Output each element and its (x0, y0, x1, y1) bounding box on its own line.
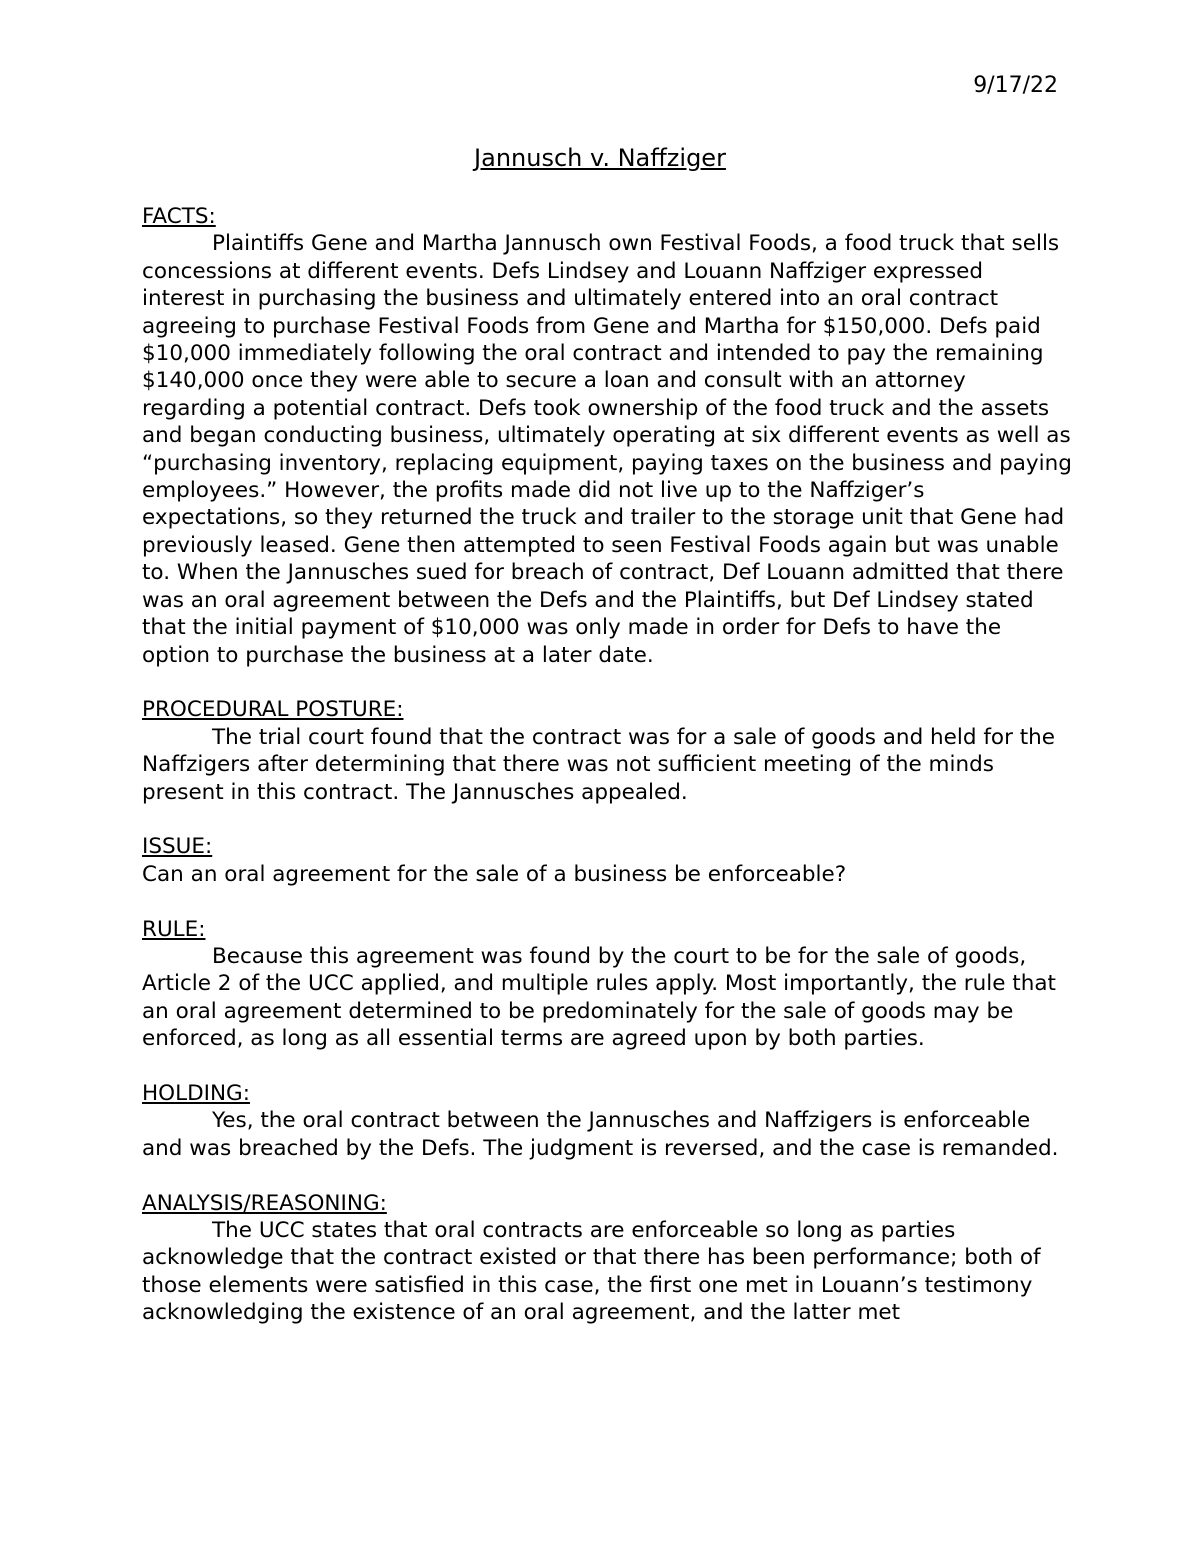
issue-section (142, 833, 1072, 888)
issue-heading: ISSUE: (142, 834, 213, 860)
analysis-text: The UCC states that oral contracts are enforceable so long as parties acknowledge that the contract existed or that there has been performance; both of those elements were satisfied in this case, the first one met in Louann’s testimony acknowledging the existence of an oral agreement, and the latter met (142, 1217, 1041, 1326)
procedural-posture-section (142, 696, 1072, 806)
facts-section (142, 203, 1072, 669)
document-body (142, 203, 1072, 1354)
analysis-section (142, 1190, 1072, 1327)
procedural-posture-text: The trial court found that the contract was for a sale of goods and held for the Naffzigers after determining that there was not sufficient meeting of the minds present in this contract. The Jannusches appealed. (142, 724, 1056, 805)
rule-text: Because this agreement was found by the court to be for the sale of goods, Article 2 of the UCC applied, and multiple rules apply. Most importantly, the rule that an oral agreement determined to be predominately for the sale of goods may be enforced, as long as all essential terms are agreed upon by both parties. (142, 943, 1056, 1052)
analysis-heading: ANALYSIS/REASONING: (142, 1190, 387, 1216)
holding-section (142, 1080, 1072, 1162)
holding-heading: HOLDING: (142, 1080, 250, 1106)
rule-heading: RULE: (142, 916, 206, 942)
facts-heading: FACTS: (142, 204, 216, 229)
document-date: 9/17/22 (973, 73, 1058, 98)
procedural-posture-heading: PROCEDURAL POSTURE: (142, 697, 404, 723)
issue-text: Can an oral agreement for the sale of a business be enforceable? (142, 861, 847, 887)
holding-text: Yes, the oral contract between the Jannusches and Naffzigers is enforceable and was breached by the Defs. The judgment is reversed, and the case is remanded. (142, 1108, 1059, 1161)
rule-section (142, 916, 1072, 1053)
document-title: Jannusch v. Naffziger (474, 144, 726, 172)
facts-text: Plaintiffs Gene and Martha Jannusch own Festival Foods, a food truck that sells concessions at different events. Defs Lindsey and Louann Naffziger expressed interest in purchasing the business and ultimately entered into an oral contract agreeing to purchase Festival Foods from Gene and Martha for $150,000. Defs paid $10,000 immediately following the oral contract and intended to pay the remaining $140,000 once they were able to secure a loan and consult with an attorney regarding a potential contract. Defs took ownership of the food truck and the assets and began conducting business, ultimately operating at six different events as well as “purchasing inventory, replacing equipment, paying taxes on the business and paying employees.” However, the profits made did not live up to the Naffziger’s expectations, so they returned the truck and trailer to the storage unit that Gene had previously leased. Gene then attempted to seen Festival Foods again but was unable to. When the Jannusches sued for breach of contract, Def Louann admitted that there was an oral agreement between the Defs and the Plaintiffs, but Def Lindsey stated that the initial payment of $10,000 was only made in order for Defs to have the option to purchase the business at a later date. (142, 231, 1072, 668)
